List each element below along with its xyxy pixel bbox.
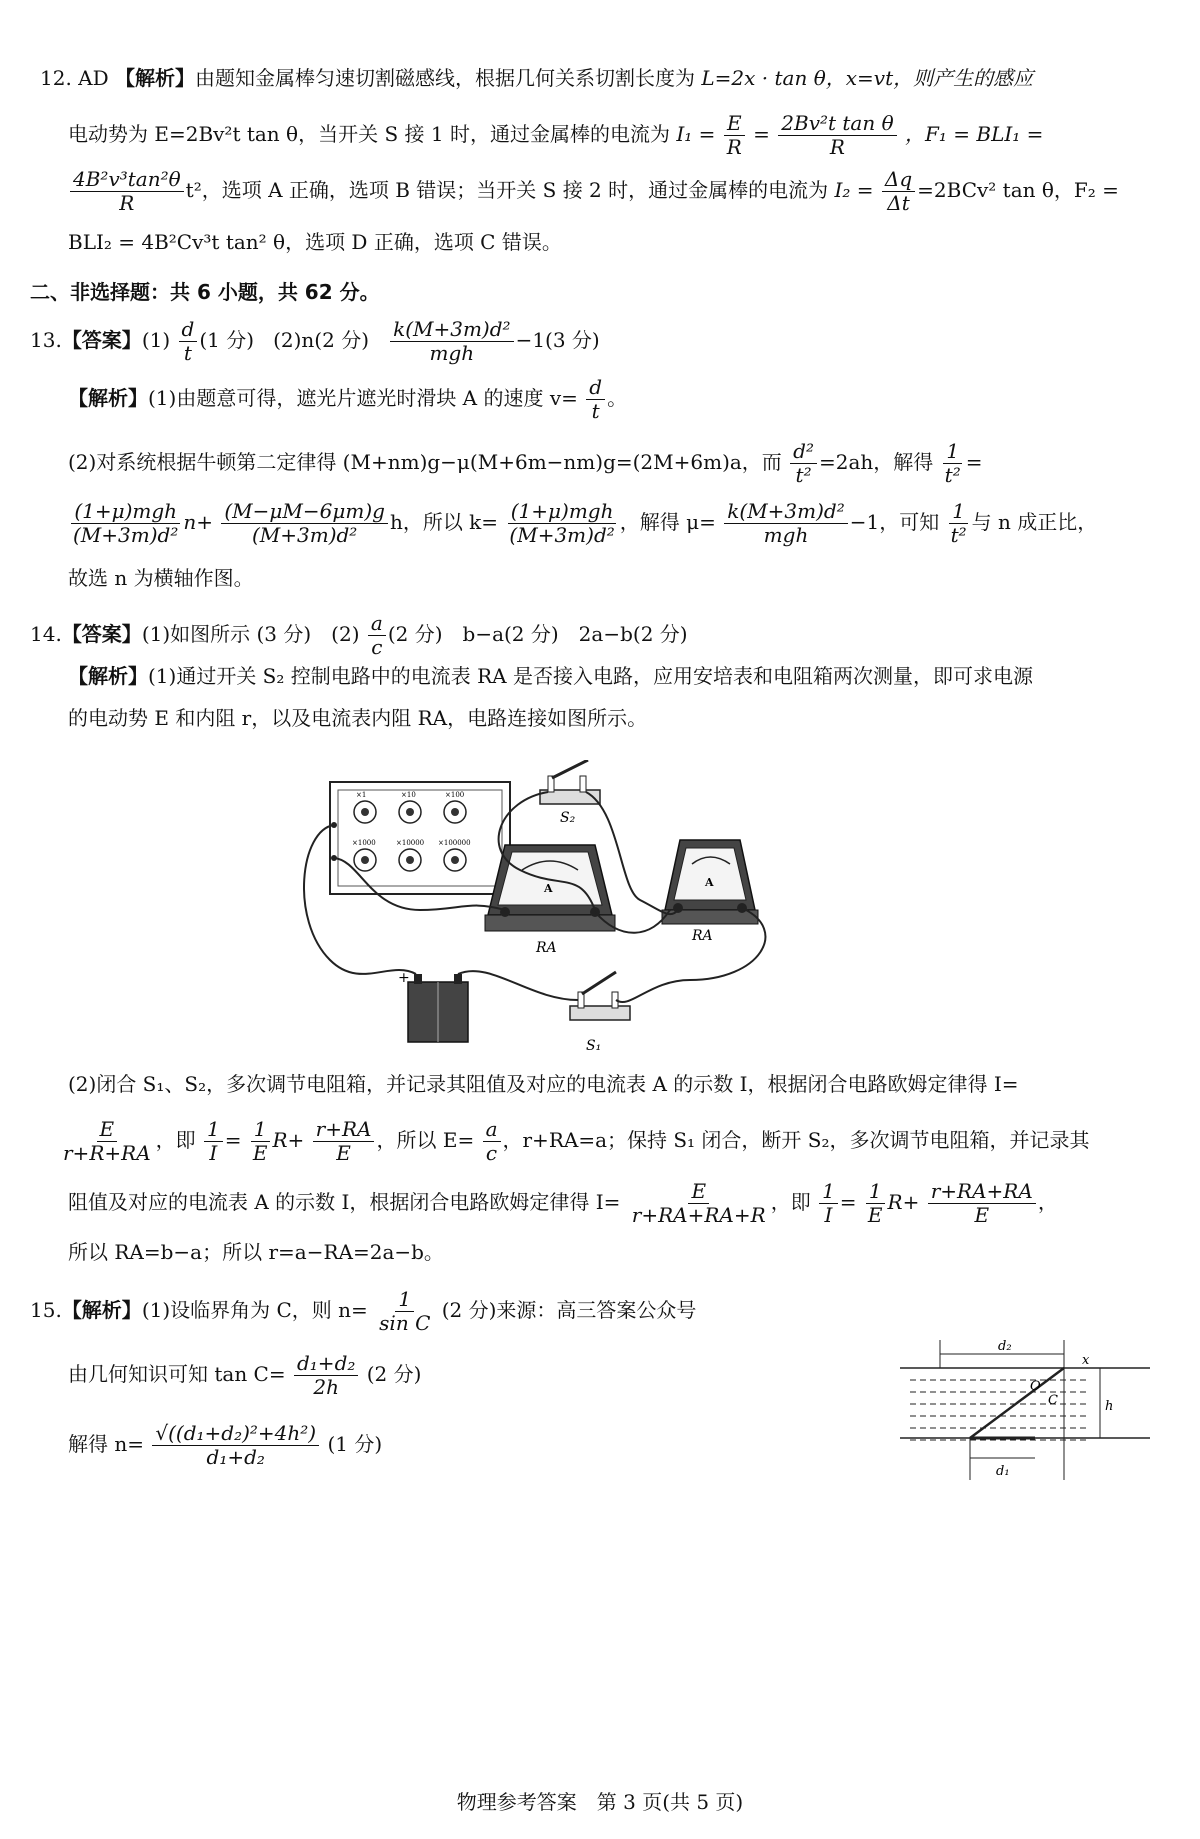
q12-frac-dq: $\frac{\Delta q}{\Delta t}$ xyxy=(882,168,915,215)
svg-text:×100000: ×100000 xyxy=(438,839,471,847)
q12-text1: 由题知金属棒匀速切割磁感线，根据几何关系切割长度为 xyxy=(195,66,696,90)
q13-jx3e: 与 n 成正比， xyxy=(971,510,1098,534)
q15-line1 xyxy=(30,1288,696,1335)
q12-line2: 电动势为 E=2Bv²t tan θ，当开关 S 接 1 时，通过金属棒的电流为 I₁ = $\frac{E}{R}$ = $\frac{\text{2Bv²t tan θ}}{R}$ ，F₁ = BLI₁ = xyxy=(68,111,1044,159)
q15-frac-tan: $\frac{\text{d₁+d₂}}{2h}$ xyxy=(294,1352,358,1399)
q13-jx3b: h，所以 k= xyxy=(389,510,499,534)
q14-p4b: ，即 xyxy=(770,1190,811,1214)
q12-text2a: 电动势为 E=2Bv²t tan θ，当开关 S 接 1 时，通过金属棒的电流为 xyxy=(68,122,670,146)
q15-frac-n: $\frac{\text{√((d₁+d₂)²+4h²)}}{\text{d₁+d₂}}$ xyxy=(152,1422,319,1469)
q13-tag: 【答案】 xyxy=(61,328,142,352)
q13-jx1 xyxy=(68,376,627,423)
q13-frac-mu: $\frac{\text{k(M+3m)d²}}{\text{mgh}}$ xyxy=(724,500,847,547)
switch-s2 xyxy=(540,760,600,826)
q13-frac-a: $\frac{\text{(1+μ)mgh}}{\text{(M+3m)d²}}$ xyxy=(73,499,179,547)
svg-text:×1: ×1 xyxy=(356,791,367,799)
q14-frac-ac2: $\frac{a}{c}$ xyxy=(483,1118,501,1165)
dial-x1000 xyxy=(352,839,376,871)
section2-heading: 二、非选择题：共 6 小题，共 62 分。 xyxy=(30,280,380,304)
q12-head: 12. AD xyxy=(40,66,109,90)
refraction-diagram xyxy=(900,1330,1160,1500)
q13-frac-k2: $\frac{\text{(1+μ)mgh}}{\text{(M+3m)d²}}$ xyxy=(509,499,615,547)
battery xyxy=(398,970,468,1042)
q14-jx1-text: (1)通过开关 S₂ 控制电路中的电流表 RA 是否接入电路，应用安培表和电阻箱两次测量，即可求电源 xyxy=(148,664,1033,688)
q12-line3 xyxy=(68,168,1119,215)
h-label: h xyxy=(1105,1399,1114,1414)
ammeter-2-label: RA xyxy=(692,928,713,944)
q15-tag: 【解析】 xyxy=(61,1298,142,1322)
q13-frac-d2t2: $\frac{\text{d²}}{\text{t²}}$ xyxy=(790,440,817,487)
s2-label: S₂ xyxy=(560,810,576,826)
page-footer: 物理参考答案 第 3 页(共 5 页) xyxy=(456,1790,744,1814)
s1-label: S₁ xyxy=(586,1038,602,1054)
q13-frac-k: $\frac{\text{k(M+3m)d²}}{\text{mgh}}$ xyxy=(390,318,513,365)
q13-jx4: 故选 n 为横轴作图。 xyxy=(68,566,254,590)
q12-text3d: =2BCv² tan θ，F₂ = xyxy=(917,178,1119,202)
q14-frac-1e2: $\frac{1}{E}$ xyxy=(865,1180,886,1227)
q14-p4d: ， xyxy=(1037,1190,1058,1214)
svg-text:×10: ×10 xyxy=(401,791,416,799)
q12-text3b: t²，选项 A 正确，选项 B 错误；当开关 S 接 2 时，通过金属棒的电流为 xyxy=(185,178,829,202)
q13-jx-tag: 【解析】 xyxy=(68,386,148,410)
q14-frac-rra: $\frac{r+RA}{E}$ xyxy=(313,1118,375,1165)
q15-l3b: (1 分) xyxy=(327,1432,383,1456)
switch-s1 xyxy=(570,972,630,1054)
q14-frac-1i2: $\frac{1}{I}$ xyxy=(819,1180,838,1227)
q13-jx3 xyxy=(68,500,1097,547)
ammeter-1-symbol: A xyxy=(544,882,553,895)
q12-tag: 【解析】 xyxy=(115,66,196,90)
q15-frac-sin: $\frac{1}{\text{sin C}}$ xyxy=(379,1287,431,1335)
c-label: C xyxy=(1048,1393,1058,1408)
dial-x100 xyxy=(444,791,466,823)
q14-p3b: = xyxy=(224,1128,242,1152)
q13-frac-c: $\frac{(M-\mu M-6\mu m)g}{\text{(M+3m)d²}}$ xyxy=(221,500,388,547)
q13-jx2c: = xyxy=(965,450,983,474)
q13-ans1: (1) xyxy=(141,328,171,352)
q15-line3 xyxy=(68,1422,382,1469)
ammeter-2-symbol: A xyxy=(705,876,714,889)
q13-frac-1t2b: $\frac{1}{\text{t²}}$ xyxy=(950,499,967,547)
q14-p3e: ，r+RA=a；保持 S₁ 闭合，断开 S₂，多次调节电阻箱，并记录其 xyxy=(502,1128,1090,1152)
q12-line4: BLI₂ = 4B²Cv³t tan² θ，选项 D 正确，选项 C 错误。 xyxy=(68,230,562,254)
q15-l3a: 解得 n= xyxy=(68,1432,144,1456)
q14-jx1 xyxy=(68,664,1033,689)
q13-answer xyxy=(30,318,600,365)
q14-ans-b: (2 分) b−a(2 分) 2a−b(2 分) xyxy=(387,622,688,646)
q14-p4a: 阻值及对应的电流表 A 的示数 I，根据闭合电路欧姆定律得 I= xyxy=(68,1190,621,1214)
q15-line2 xyxy=(68,1352,421,1399)
q13-jx1-end: 。 xyxy=(607,386,628,410)
q14-frac-1e: $\frac{1}{E}$ xyxy=(250,1118,271,1165)
q13-jx2 xyxy=(68,440,982,487)
q13-jx2a: (2)对系统根据牛顿第二定律得 (M+nm)g−μ(M+6m−nm)g=(2M+6m)a，而 xyxy=(68,450,782,474)
q12-text2b: I₁ = xyxy=(676,122,716,146)
resistance-box xyxy=(330,782,510,894)
q15-l2a: 由几何知识可知 tan C= xyxy=(68,1362,286,1386)
q14-frac-num4: $\frac{r+RA+RA}{E}$ xyxy=(928,1180,1036,1227)
q14-frac-i: $\frac{E}{r+R+RA}$ xyxy=(63,1117,151,1165)
q14-p3 xyxy=(58,1118,1090,1165)
battery-plus: + xyxy=(398,970,410,986)
q14-frac-i2: $\frac{E}{r+RA+RA+R}$ xyxy=(631,1179,766,1227)
q14-p3c: R+ xyxy=(272,1128,305,1152)
q14-p2: (2)闭合 S₁、S₂，多次调节电阻箱，并记录其阻值及对应的电流表 A 的示数 I，根据闭合电路欧姆定律得 I= xyxy=(68,1072,1019,1096)
q12-frac-e-r: $\frac{E}{R}$ xyxy=(724,112,745,159)
circuit-diagram xyxy=(290,760,990,1090)
q14-jx2: 的电动势 E 和内阻 r，以及电流表内阻 RA，电路连接如图所示。 xyxy=(68,706,648,730)
q15-l1a: (1)设临界角为 C，则 n= xyxy=(141,1298,368,1322)
q14-jx-tag: 【解析】 xyxy=(68,664,148,688)
q13-frac-d-t: $\frac{d}{t}$ xyxy=(179,318,198,365)
x-label: x xyxy=(1082,1353,1090,1368)
q14-p4c: R+ xyxy=(887,1190,920,1214)
q12-text1b: L=2x · tan θ，x=vt，则产生的感应 xyxy=(701,66,1034,90)
q14-head: 14. xyxy=(30,622,62,646)
dial-x10000 xyxy=(396,839,424,871)
q13-ans3b: −1(3 分) xyxy=(515,328,600,352)
svg-text:×100: ×100 xyxy=(445,791,465,799)
q14-frac-ac: $\frac{a}{c}$ xyxy=(368,612,386,659)
q13-jx3a: n+ xyxy=(183,510,213,534)
q13-head: 13. xyxy=(30,328,62,352)
q13-jx1-text: (1)由题意可得，遮光片遮光时滑块 A 的速度 v= xyxy=(148,386,578,410)
q13-ans1b: (1 分) xyxy=(199,328,255,352)
q13-frac-v: $\frac{d}{t}$ xyxy=(586,376,605,423)
q12-text3c: I₂ = xyxy=(834,178,874,202)
q12-line1 xyxy=(40,66,1033,91)
q15-l2b: (2 分) xyxy=(366,1362,422,1386)
q15-head: 15. xyxy=(30,1298,62,1322)
q13-jx3d: −1，可知 xyxy=(849,510,940,534)
q14-answer xyxy=(30,612,688,659)
water-hatching xyxy=(910,1380,1090,1440)
q14-frac-1i: $\frac{1}{I}$ xyxy=(204,1118,223,1165)
d1-label: d₁ xyxy=(996,1464,1010,1479)
ammeter-1-label: RA xyxy=(536,940,557,956)
q15-l1b: (2 分)来源：高三答案公众号 xyxy=(441,1298,697,1322)
q14-p3d: ，所以 E= xyxy=(376,1128,475,1152)
q14-ans: (1)如图所示 (3 分) (2) xyxy=(141,622,360,646)
q12-frac-4b: $\frac{\text{4B²v³tan²θ}}{R}$ xyxy=(70,168,184,215)
q13-jx2b: =2ah，解得 xyxy=(819,450,934,474)
ammeter-2 xyxy=(662,840,758,944)
q14-p4: 阻值及对应的电流表 A 的示数 I，根据闭合电路欧姆定律得 I= $\frac{E}{r+RA+RA+R}$ ，即 $\frac{1}{I}$ = $\frac{1}{E}$ R+ $\frac{r+RA+RA}{E}$ ， xyxy=(68,1179,1058,1227)
q13-ans2: (2)n(2 分) xyxy=(273,328,369,352)
q14-p5: 所以 RA=b−a；所以 r=a−RA=2a−b。 xyxy=(68,1240,444,1264)
q12-text2c: ，F₁ = BLI₁ = xyxy=(905,122,1044,146)
ammeter-1 xyxy=(485,845,615,956)
q13-frac-1t2: $\frac{1}{\text{t²}}$ xyxy=(944,439,961,487)
o-label: O xyxy=(1030,1379,1041,1394)
q14-tag: 【答案】 xyxy=(61,622,142,646)
d2-label: d₂ xyxy=(998,1339,1012,1354)
svg-text:×1000: ×1000 xyxy=(352,839,376,847)
q14-p3a: ，即 xyxy=(155,1128,196,1152)
svg-text:×10000: ×10000 xyxy=(396,839,425,847)
q12-frac-2bv: $\frac{\text{2Bv²t tan θ}}{R}$ xyxy=(778,112,896,159)
q13-jx3c: ，解得 μ= xyxy=(619,510,716,534)
